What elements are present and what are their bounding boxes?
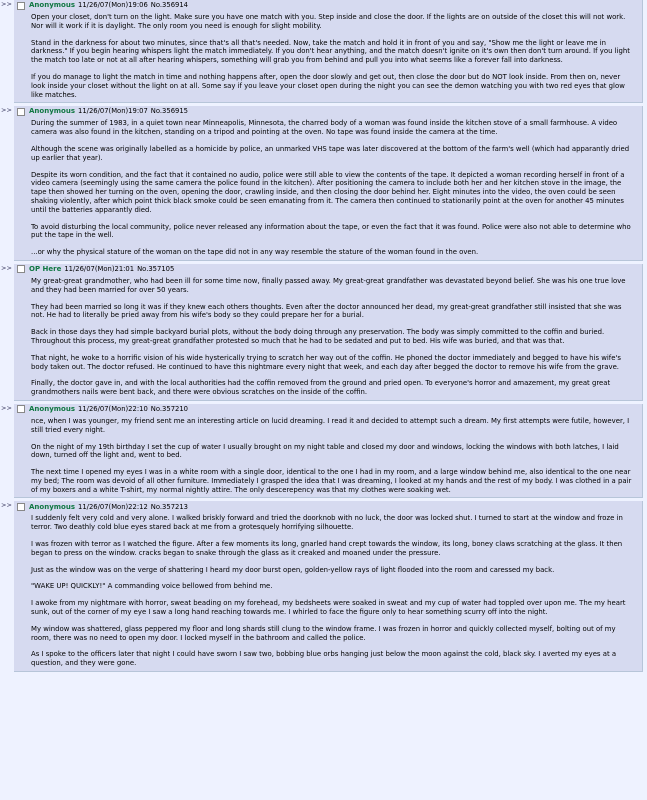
post-paragraph: I suddenly felt very cold and very alone. I walked briskly forward and tried the doorknob with no luck, the door was locked shut. I turned to start at the window and froze in terror. Two deathly cold blue eyes stared back at me from a grotesquely horrifying silhouette. — [31, 514, 623, 532]
post-datetime: 11/26/07(Mon)22:10 — [78, 405, 148, 413]
post-message — [16, 119, 634, 257]
post-number-link[interactable]: No.356915 — [150, 107, 188, 116]
poster-name: Anonymous — [29, 502, 76, 511]
post-header — [16, 502, 634, 511]
post-paragraph: Back in those days they had simple backyard burial plots, without the body doing through any preservation. The body was simply committed to the coffin and buried. Throughout this process, my great-great grandfather protested so much that he had to be sedated and put to bed. His wife was buried, and that was that. — [31, 328, 605, 345]
reply-marker: >> — [1, 263, 12, 272]
post — [14, 501, 643, 672]
post-paragraph: To avoid disturbing the local community, police never released any information about the tape, or even the fact that it was found. Police were also not able to determine who put the tape in the well. — [31, 222, 631, 240]
post-paragraph: On the night of my 19th birthday I set the cup of water I usually brought on my night table and closed my door and windows, locking the windows with both latches, I laid down, turned off the light and, went to bed. — [31, 442, 619, 460]
reply-marker: >> — [1, 106, 12, 115]
post-number-link[interactable]: No.357105 — [137, 265, 175, 274]
post-number-link[interactable]: No.357210 — [150, 405, 188, 413]
post-paragraph: They had been married so long it was if they knew each others thoughts. Even after the doctor announced her dead, my great-great grandfather still insisted that she was not. He had to literally be pried away from his wife's body so they could prepare her for a burial. — [31, 302, 622, 320]
post-datetime: 11/26/07(Mon)19:06 — [78, 1, 148, 10]
post-message — [16, 514, 634, 668]
post-paragraph: Open your closet, don't turn on the light. Make sure you have one match with you. Step inside and close the door. If the lights are on outside of the closet this will not work. Nor will it work if it is daylight. The only room you need is enough for slight mobility. — [31, 13, 626, 30]
post-paragraph: nce, when I was younger, my friend sent me an interesting article on lucid dreaming. I read it and decided to attempt such a dream. My first attempts were futile, however, I still tried every night. — [31, 416, 630, 434]
post-header — [16, 405, 634, 414]
post — [14, 106, 643, 261]
post-select-checkbox[interactable] — [17, 108, 25, 116]
post-paragraph: I was frozen with terror as I watched the figure. After a few moments its long, gnarled hand crept towards the window, its long, boney claws scratching at the glass. It then began to press on the window. cracks began to snake through the glass as it creaked and moaned under the pressure. — [31, 540, 623, 557]
post-message — [16, 13, 634, 99]
post-select-checkbox[interactable] — [17, 265, 25, 273]
post-header — [16, 1, 634, 10]
post-paragraph: Despite its worn condition, and the fact that it contained no audio, police were still able to view the contents of the tape. It depicted a woman recording herself in front of a video camera (seemingly using the same camera the police found in the kitchen). After positioning the camera to include both her and her kitchen stove in the image, the tape then showed her turning on the oven, opening the door, crawling inside, and then closing the door behind her. Eight minutes into the video, the oven could be seen shaking violently, after which point thick black smoke could be seen emanating from it. The camera then continued to stationarily point at the oven for another 45 minutes until the batteries apparantly died. — [31, 170, 625, 214]
post-paragraph: During the summer of 1983, in a quiet town near Minneapolis, Minnesota, the charred body of a woman was found inside the kitchen stove of a small farmhouse. A video camera was also found in the kitchen, standing on a tripod and pointing at the oven. No tape was found inside the camera at the time. — [31, 119, 618, 137]
reply-marker: >> — [1, 501, 12, 510]
post-paragraph: That night, he woke to a horrific vision of his wide hysterically trying to scratch her way out of the coffin. He phoned the doctor immediately and begged to have his wife's body taken out. The doctor refused. He continued to have this nightmare every night that week, and each day after begged the doctor to remove his wife from the grave. — [31, 353, 621, 371]
reply-container — [0, 264, 647, 401]
reply-marker: >> — [1, 0, 12, 8]
reply-container — [0, 0, 647, 103]
poster-name: Anonymous — [29, 405, 76, 413]
reply-marker: >> — [1, 403, 12, 412]
post-header — [16, 107, 634, 116]
post-number-link[interactable]: No.356914 — [150, 1, 188, 10]
reply-container — [0, 501, 647, 672]
post-paragraph: ...or why the physical stature of the woman on the tape did not in any way resemble the stature of the woman found in the oven. — [31, 248, 479, 257]
post-paragraph: If you do manage to light the match in time and nothing happens after, open the door slowly and get out, then close the door but do NOT look inside. From then on, never look inside your closet without the light on at all. Some say if you leave your closet open during the night you can see the demon watching you with two red eyes that glow like matches. — [31, 72, 625, 99]
post-paragraph: The next time I opened my eyes I was in a white room with a single door, identical to the one I had in my room, and a large window behind me, also identical to the one near my bed; The room was devoid of all other furniture. Immediately I grasped the idea that I was dreaming, I looked at my hands and the rest of my body. I was clothed in a pair of my boxers and a white T-shirt, my normal nightly attire. The only descerepency was that my clothes were soaking wet. — [31, 468, 632, 494]
post-header — [16, 265, 634, 274]
post-paragraph: Just as the window was on the verge of shattering I heard my door burst open, golden-yellow rays of light flooded into the room and caressed my back. — [31, 565, 555, 574]
post-paragraph: I awoke from my nightmare with horror, sweat beading on my forehead, my bedsheets were soaked in sweat and my cup of water had toppled over upon me. The my heart sunk, out of the corner of my eye I saw a long hand reaching towards me. I whirled to face the figure only to hear something scurry off into the night. — [31, 599, 626, 617]
post — [14, 264, 643, 401]
post-paragraph: My window was shattered, glass peppered my floor and long shards still clung to the window frame. I was frozen in horror and quickly collected myself, bolting out of my room, there was no need to open my door. I locked myself in the bathroom and called the police. — [31, 624, 616, 642]
post-number-link[interactable]: No.357213 — [150, 502, 188, 511]
post-paragraph: Although the scene was originally labelled as a homicide by police, an unmarked VHS tape was later discovered at the bottom of the farm's well (which had apparantly dried up earlier that year). — [31, 144, 630, 162]
post-paragraph: Stand in the darkness for about two minutes, since that's all that's needed. Now, take the match and hold it in front of you and say, "Show me the light or leave me in darkness." If you begin hearing whispers light the match immediately. If you don't hear anything, and the match doesn't ignite on it's own then don't turn around. If you light the match too late or not at all after hearing whispers, something will grab you from behind and pull you into what seems like a forever fall into darkness. — [31, 38, 630, 65]
post-paragraph: My great-great grandmother, who had been ill for some time now, finally passed away. My great-great grandfather was devastated beyond belief. She was his one true love and they had been married for over 50 years. — [31, 276, 626, 294]
post-select-checkbox[interactable] — [17, 2, 25, 10]
post-datetime: 11/26/07(Mon)22:12 — [78, 502, 148, 511]
post-select-checkbox[interactable] — [17, 503, 25, 511]
post-datetime: 11/26/07(Mon)19:07 — [78, 107, 148, 116]
post-message — [16, 417, 634, 495]
post-paragraph: Finally, the doctor gave in, and with the local authorities had the coffin removed from the ground and pried open. To everyone's horror and amazement, my great great grandmothers nails were bent back, and there were obvious scratches on the inside of the coffin. — [31, 379, 611, 397]
post-message — [16, 277, 634, 397]
post — [14, 404, 643, 499]
poster-name: OP Here — [29, 265, 62, 274]
post-paragraph: "WAKE UP! QUICKLY!" A commanding voice bellowed from behind me. — [31, 582, 273, 591]
reply-container — [0, 404, 647, 499]
poster-name: Anonymous — [29, 107, 76, 116]
post-paragraph: As I spoke to the officers later that night I could have sworn I saw two, bobbing blue orbs hanging just below the moon against the cold, black sky. I averted my eyes at a question, and they were gone. — [31, 650, 617, 668]
post-select-checkbox[interactable] — [17, 405, 25, 413]
poster-name: Anonymous — [29, 1, 76, 10]
post — [14, 0, 643, 103]
post-datetime: 11/26/07(Mon)21:01 — [64, 265, 135, 274]
reply-container — [0, 106, 647, 261]
